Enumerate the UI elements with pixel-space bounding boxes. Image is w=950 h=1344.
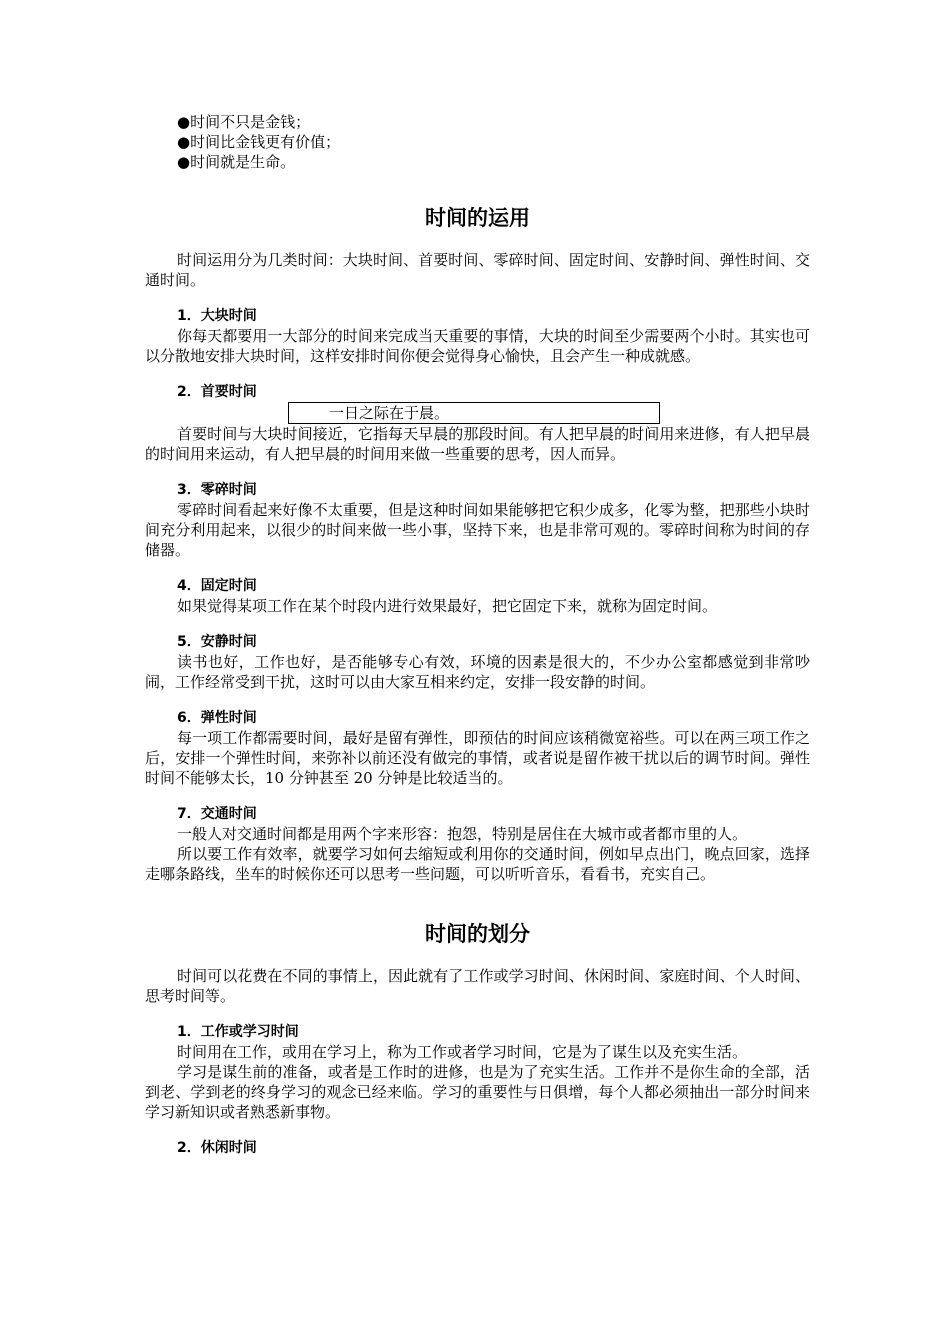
subheading-fragment-time: 3．零碎时间 [177,482,257,498]
subheading-commute-time: 7．交通时间 [177,806,257,822]
paragraph: 一般人对交通时间都是用两个字来形容：抱怨，特别是居住在大城市或者都市里的人。 [177,825,748,843]
subheading-prime-time: 2．首要时间 [177,384,257,400]
bullet-item: ●时间比金钱更有价值； [177,133,341,151]
paragraph: 学习是谋生前的准备，或者是工作时的进修，也是为了充实生活。工作并不是你生命的全部，活到老、学到老的终身学习的观念已经来临。学习的重要性与日俱增，每个人都必须抽出一部分时间来学习新知识或者熟悉新事物。 [145,1063,810,1121]
document-page [145,112,810,1158]
paragraph: 如果觉得某项工作在某个时段内进行效果最好，把它固定下来，就称为固定时间。 [177,597,718,615]
section-intro: 时间运用分为几类时间：大块时间、首要时间、零碎时间、固定时间、安静时间、弹性时间、交通时间。 [145,251,810,289]
paragraph: 读书也好，工作也好，是否能够专心有效，环境的因素是很大的，不少办公室都感觉到非常吵闹，工作经常受到干扰，这时可以由大家互相来约定，安排一段安静的时间。 [145,653,810,691]
section-title-usage: 时间的运用 [425,206,530,230]
section-title-division: 时间的划分 [425,922,530,946]
paragraph: 所以要工作有效率，就要学习如何去缩短或利用你的交通时间，例如早点出门，晚点回家，选择走哪条路线，坐车的时候你还可以思考一些问题，可以听听音乐，看看书，充实自己。 [145,845,810,883]
paragraph: 你每天都要用一大部分的时间来完成当天重要的事情，大块的时间至少需要两个小时。其实也可以分散地安排大块时间，这样安排时间你便会觉得身心愉快，且会产生一种成就感。 [145,327,810,365]
bullet-list [145,112,810,172]
paragraph: 首要时间与大块时间接近，它指每天早晨的那段时间。有人把早晨的时间用来进修，有人把早晨的时间用来运动，有人把早晨的时间用来做一些重要的思考，因人而异。 [145,425,810,463]
subheading-leisure-time: 2．休闲时间 [177,1140,257,1156]
subheading-fixed-time: 4．固定时间 [177,578,257,594]
paragraph: 时间用在工作，或用在学习上，称为工作或者学习时间，它是为了谋生以及充实生活。 [177,1043,748,1061]
subheading-large-block: 1．大块时间 [177,308,257,324]
paragraph: 零碎时间看起来好像不太重要，但是这种时间如果能够把它积少成多，化零为整，把那些小块时间充分利用起来，以很少的时间来做一些小事，坚持下来，也是非常可观的。零碎时间称为时间的存储器。 [145,501,810,559]
bullet-item: ●时间就是生命。 [177,153,296,171]
subheading-work-study-time: 1．工作或学习时间 [177,1024,299,1040]
subheading-quiet-time: 5．安静时间 [177,634,257,650]
section-intro: 时间可以花费在不同的事情上，因此就有了工作或学习时间、休闲时间、家庭时间、个人时间、思考时间等。 [145,967,810,1005]
quote-box: 一日之际在于晨。 [288,402,660,424]
paragraph: 每一项工作都需要时间，最好是留有弹性，即预估的时间应该稍微宽裕些。可以在两三项工作之后，安排一个弹性时间，来弥补以前还没有做完的事情，或者说是留作被干扰以后的调节时间。弹性时间不能够太长，10 分钟甚至 20 分钟是比较适当的。 [145,729,810,787]
subheading-flexible-time: 6．弹性时间 [177,710,257,726]
bullet-item: ●时间不只是金钱； [177,113,311,131]
